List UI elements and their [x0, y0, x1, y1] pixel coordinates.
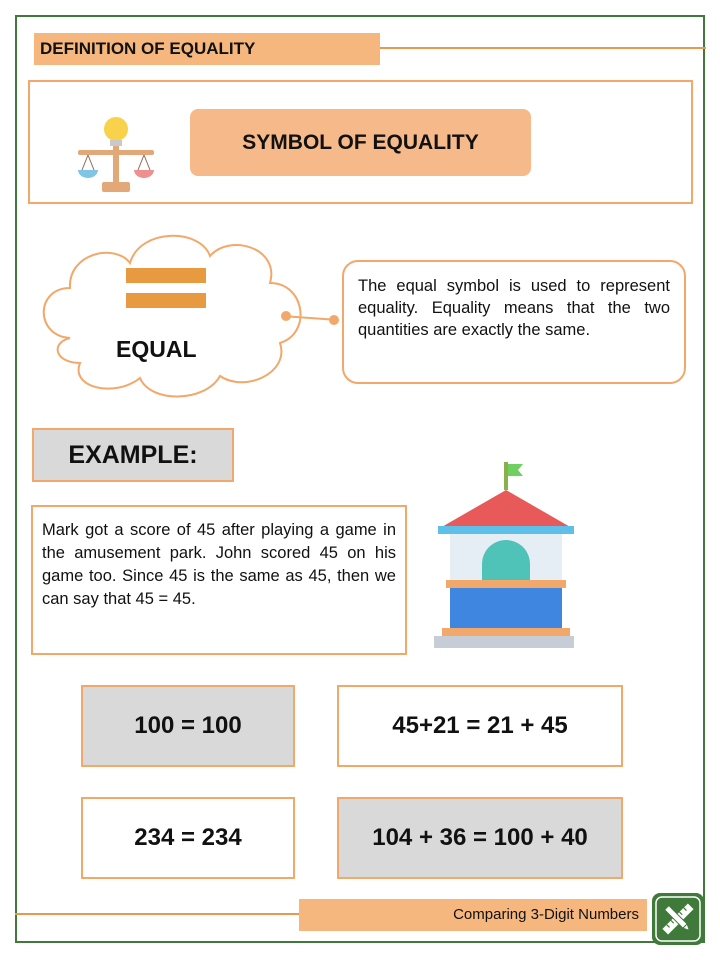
footer-label: Comparing 3-Digit Numbers [299, 899, 647, 931]
example-text: Mark got a score of 45 after playing a game in the amusement park. John scored 45 on his game too. Since 45 is the same as 45, then we can say that 45 = 45. [31, 505, 407, 655]
equal-word: EQUAL [116, 336, 197, 362]
example-label: EXAMPLE: [32, 428, 234, 482]
equation-box-3: 234 = 234 [81, 797, 295, 879]
footer-line [15, 913, 300, 915]
equals-sign-icon-top-bar [126, 268, 206, 283]
thought-cloud [30, 228, 350, 406]
section-title: DEFINITION OF EQUALITY [34, 33, 380, 65]
symbol-title: SYMBOL OF EQUALITY [190, 109, 531, 176]
ticket-booth-icon [428, 462, 580, 652]
scale-icon [70, 112, 162, 196]
equation-box-1: 100 = 100 [81, 685, 295, 767]
equals-sign-icon-bottom-bar [126, 293, 206, 308]
pencil-ruler-badge-icon [652, 893, 704, 945]
equation-box-2: 45+21 = 21 + 45 [337, 685, 623, 767]
divider-line [380, 47, 706, 49]
equation-box-4: 104 + 36 = 100 + 40 [337, 797, 623, 879]
definition-text: The equal symbol is used to represent equality. Equality means that the two quantities are exactly the same. [342, 260, 686, 384]
